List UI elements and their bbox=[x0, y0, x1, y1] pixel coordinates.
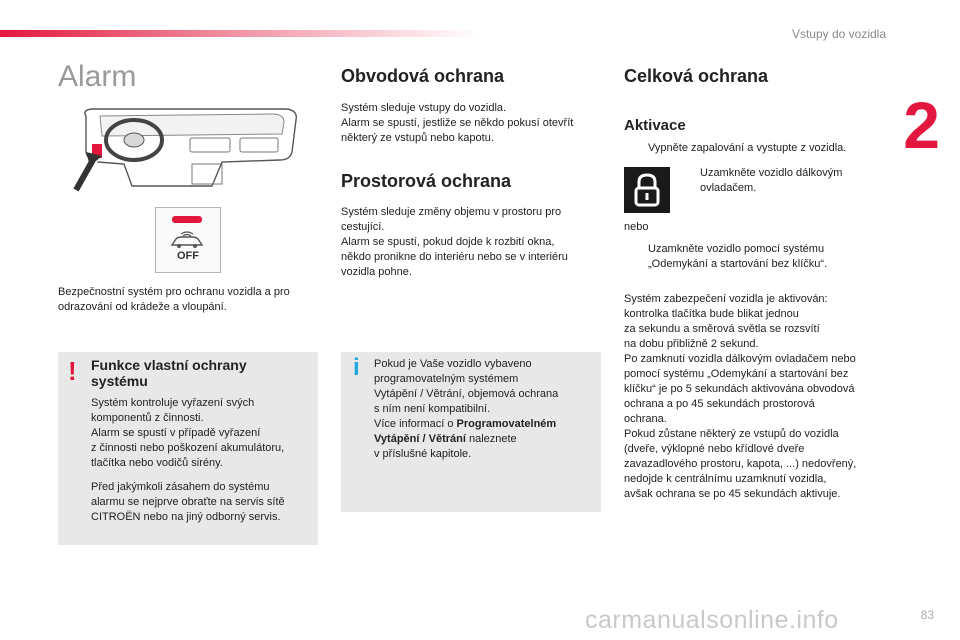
warning-icon: ! bbox=[68, 356, 77, 386]
chapter-number: 2 bbox=[903, 88, 940, 162]
step-3: Uzamkněte vozidlo pomocí systému „Odemykání a startování bez klíčku“. bbox=[648, 243, 828, 270]
car-waves-icon bbox=[168, 230, 206, 250]
watermark: carmanualsonline.info bbox=[585, 606, 839, 634]
page-title: Alarm bbox=[58, 60, 137, 93]
overall-title: Celková ochrana bbox=[624, 66, 769, 86]
warning-paragraph-1: Systém kontroluje vyřazení svých komponentů z činnosti. Alarm se spustí v případě vyřazení z činnosti nebo poškození akumulátoru, tlačítka nebo vodičů sirény. bbox=[91, 397, 285, 469]
off-label: OFF bbox=[177, 250, 199, 262]
dashboard-illustration bbox=[72, 106, 304, 194]
perimeter-title: Obvodová ochrana bbox=[341, 66, 505, 86]
warning-title: Funkce vlastní ochrany systému bbox=[91, 357, 247, 389]
page-number: 83 bbox=[920, 608, 934, 622]
info-text: Pokud je Vaše vozidlo vybaveno programovatelným systémem Vytápění / Větrání, objemová ochrana s ním není kompatibilní. Více informací o Programovatelném Vytápění / Větrání naleznete v příslušné kapitole. bbox=[374, 358, 559, 460]
volume-text: Systém sleduje změny objemu v prostoru pro cestující. Alarm se spustí, pokud dojde k rozbití okna, někdo pronikne do interiéru nebo se v interiéru vozidla pohne. bbox=[341, 206, 568, 278]
alarm-intro: Bezpečnostní systém pro ochranu vozidla a pro odrazování od krádeže a vloupání. bbox=[58, 286, 290, 313]
volume-title: Prostorová ochrana bbox=[341, 171, 512, 191]
header-accent-bar bbox=[0, 30, 480, 37]
perimeter-text: Systém sleduje vstupy do vozidla. Alarm se spustí, jestliže se někdo pokusí otevřít některý ze vstupů nebo kapotu. bbox=[341, 102, 574, 144]
activation-title: Aktivace bbox=[624, 117, 686, 134]
alarm-off-button-illustration bbox=[155, 207, 221, 273]
indicator-led bbox=[172, 216, 202, 223]
lock-key-icon bbox=[624, 167, 670, 213]
section-title: Vstupy do vozidla bbox=[791, 27, 886, 41]
info-box bbox=[341, 352, 601, 512]
or-text: nebo bbox=[624, 221, 649, 233]
warning-box bbox=[58, 352, 318, 545]
step-2: Uzamkněte vozidlo dálkovým ovladačem. bbox=[700, 167, 843, 194]
info-icon: i bbox=[353, 354, 360, 381]
warning-paragraph-2: Před jakýmkoli zásahem do systému alarmu se nejprve obraťte na servis sítě CITROËN nebo na jiný odborný servis. bbox=[91, 481, 285, 523]
activation-description: Systém zabezpečení vozidla je aktivován: kontrolka tlačítka bude blikat jednou za sekundu a směrová světla se rozsvítí na dobu přibližně 2 sekund. Po zamknutí vozidla dálkovým ovladačem nebo pomocí systému „Odemykání a startování bez klíčku“ je po 5 sekundách aktivována obvodová ochrana a po 45 sekundách prostorová ochrana. Pokud zůstane některý ze vstupů do vozidla (dveře, výklopné nebo křídlové dveře zavazadlového prostoru, kapota, ...) nedovřený, nedojde k centrálnímu uzamknutí vozidla, avšak ochrana se po 45 sekundách aktivuje. bbox=[624, 293, 857, 500]
step-1: Vypněte zapalování a vystupte z vozidla. bbox=[648, 142, 847, 154]
